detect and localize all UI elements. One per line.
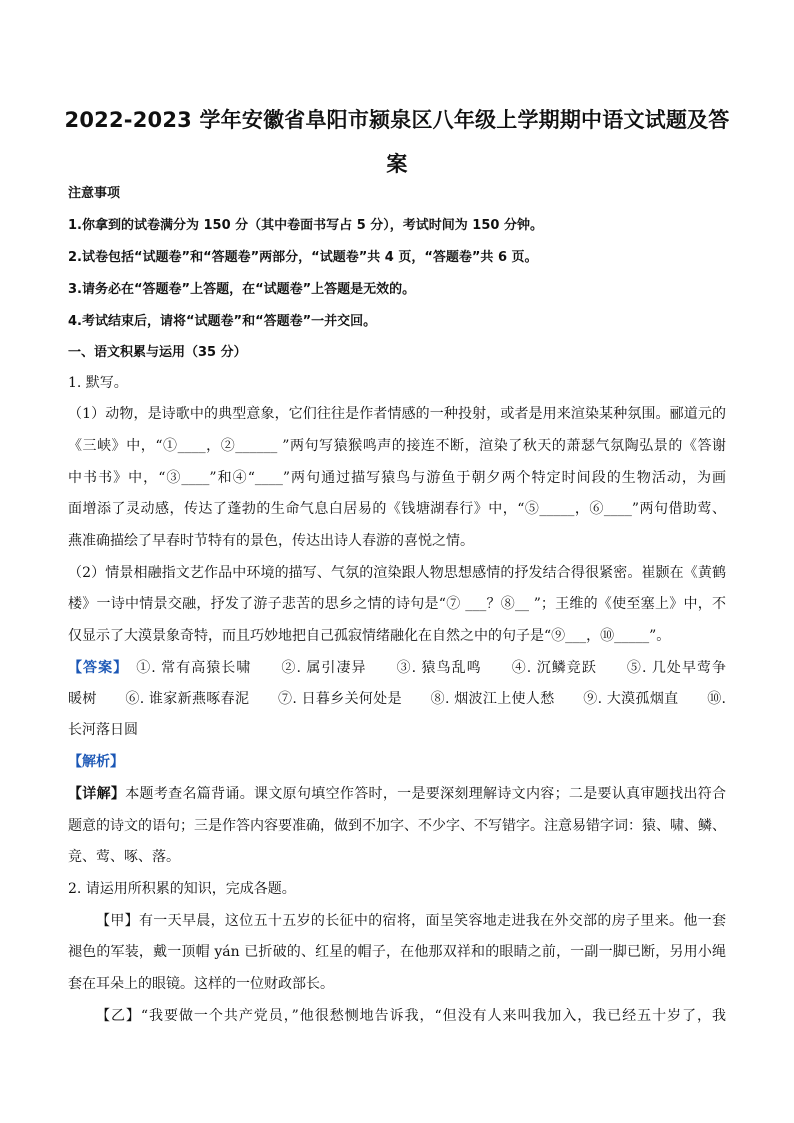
q1-part2-line-3: 仅显示了大漠景象奇特，而且巧妙地把自己孤寂情绪融化在自然之中的句子是“⑨___，⑩_____”。 <box>68 628 671 644</box>
q1-detail-line-1 <box>68 784 726 804</box>
q1-part1-line-4: 面增添了灵动感，传达了蓬勃的生命气息白居易的《钱塘湖春行》中，“⑤_____，⑥____”两句借助莺、 <box>68 501 726 517</box>
yi-tag: 【乙】 <box>96 1008 141 1024</box>
q1-answer-line-3: 长河落日圆 <box>68 722 138 738</box>
notice-item-4: 4.考试结束后，请将“试题卷”和“答题卷”一并交回。 <box>68 314 377 329</box>
document-title <box>60 98 734 186</box>
question-1-label: 1. 默写。 <box>68 375 128 391</box>
q2-yi-line-1 <box>96 1006 726 1026</box>
q2-jia-line-1 <box>96 911 726 931</box>
q1-part2-line-2: 楼》一诗中情景交融，抒发了游子悲苦的思乡之情的诗句是“⑦ ___？⑧__ ”；王维的《使至塞上》中，不 <box>68 596 726 612</box>
q1-answer-line-1 <box>68 658 726 678</box>
title-line-1: 2022-2023 学年安徽省阜阳市颍泉区八年级上学期期中语文试题及答 <box>64 108 730 132</box>
answer-text-1: ①. 常有高猿长啸 ②. 属引凄异 ③. 猿鸟乱鸣 ④. 沉鳞竞跃 ⑤. 几处早莺争 <box>136 660 727 676</box>
notice-item-3: 3.请务必在“答题卷”上答题，在“试题卷”上答题是无效的。 <box>68 282 416 297</box>
title-line-2: 案 <box>386 152 408 176</box>
q2-jia-line-3: 套在耳朵上的眼镜。这样的一位财政部长。 <box>68 976 334 992</box>
answer-tag: 【答案】 <box>68 660 122 676</box>
q1-part1-line-5: 燕准确描绘了早春时节特有的景色，传达出诗人春游的喜悦之情。 <box>68 533 474 549</box>
analysis-tag: 【解析】 <box>68 754 124 770</box>
q1-part1-line-3: 中书书》中，“③____”和④“____”两句通过描写猿鸟与游鱼于朝夕两个特定时间段的生物活动，为画 <box>68 470 726 486</box>
notice-item-1: 1.你拿到的试卷满分为 150 分（其中卷面书写占 5 分），考试时间为 150 分钟。 <box>68 218 543 233</box>
yi-text-1: “我要做一个共产党员，”他很愁恻地告诉我，“但没有人来叫我加入，我已经五十岁了，我 <box>140 1008 726 1024</box>
jia-tag: 【甲】 <box>96 913 139 929</box>
notice-heading: 注意事项 <box>68 186 121 201</box>
section-heading: 一、语文积累与运用（35 分） <box>68 345 247 360</box>
q1-answer-line-2: 暖树 ⑥. 谁家新燕啄春泥 ⑦. 日暮乡关何处是 ⑧. 烟波江上使人愁 ⑨. 大漠孤烟直 ⑩. <box>68 691 726 707</box>
question-2-label: 2. 请运用所积累的知识，完成各题。 <box>68 881 296 897</box>
q1-detail-line-3: 竞、莺、啄、落。 <box>68 849 180 865</box>
q1-part1-line-1: （1）动物，是诗歌中的典型意象，它们往往是作者情感的一种投射，或者是用来渲染某种氛围。郦道元的 <box>68 406 726 422</box>
notice-item-2: 2.试卷包括“试题卷”和“答题卷”两部分，“试题卷”共 4 页，“答题卷”共 6 页。 <box>68 250 538 265</box>
q1-part1-line-2: 《三峡》中，“①____，②______ ”两句写猿猴鸣声的接连不断，渲染了秋天的萧瑟气氛陶弘景的《答谢 <box>68 438 726 454</box>
detail-tag: 【详解】 <box>68 786 126 802</box>
jia-text-1: 有一天早晨，这位五十五岁的长征中的宿将，面呈笑容地走进我在外交部的房子里来。他一套 <box>138 913 727 929</box>
detail-text-1: 本题考查名篇背诵。课文原句填空作答时，一是要深刻理解诗文内容；二是要认真审题找出符合 <box>125 786 727 802</box>
q1-part2-line-1: （2）情景相融指文艺作品中环境的描写、气氛的渲染跟人物思想感情的抒发结合得很紧密。崔颢在《黄鹤 <box>68 565 726 581</box>
q2-jia-line-2: 褪色的军装，戴一顶帽 yán 已折破的、红星的帽子，在他那双祥和的眼睛之前，一副一脚已断，另用小绳 <box>68 944 726 960</box>
q1-detail-line-2: 题意的诗文的语句；三是作答内容要准确，做到不加字、不少字、不写错字。注意易错字词：猿、啸、鳞、 <box>68 818 726 834</box>
